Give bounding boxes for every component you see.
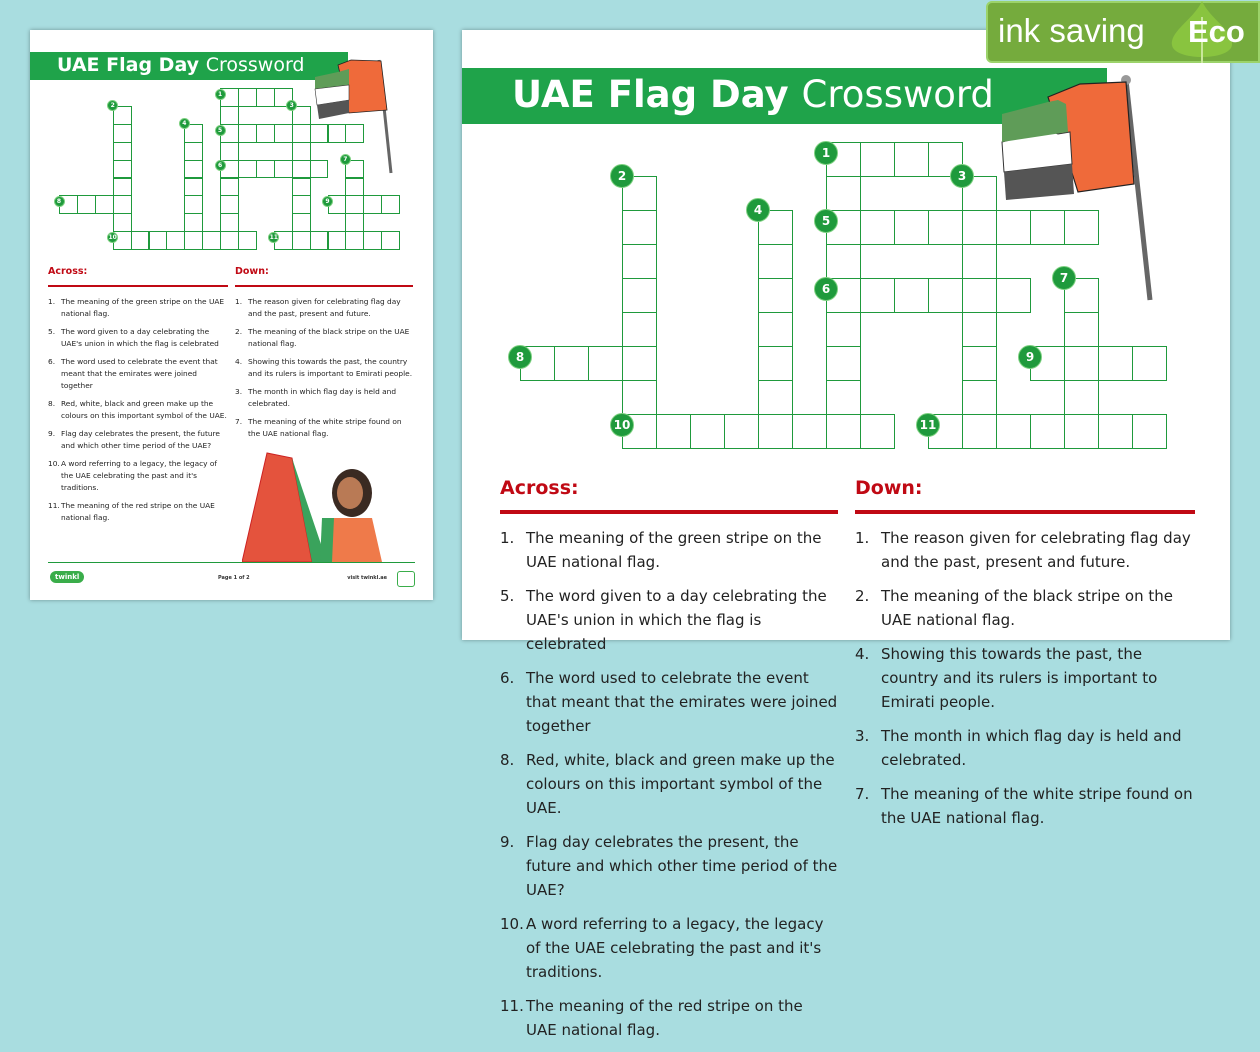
ink-saving-eco-badge bbox=[986, 1, 1260, 63]
crossword-cell[interactable] bbox=[894, 210, 929, 245]
down-clue bbox=[235, 356, 413, 380]
site-link: visit twinkl.ae bbox=[347, 575, 387, 581]
crossword-cell[interactable] bbox=[1098, 346, 1133, 381]
uae-flag-illustration bbox=[313, 55, 393, 175]
clue-number-badge: 4 bbox=[746, 198, 770, 222]
crossword-cell[interactable] bbox=[292, 142, 311, 161]
clue-number-badge: 5 bbox=[215, 125, 226, 136]
divider bbox=[500, 510, 838, 514]
down-clue bbox=[235, 296, 413, 320]
title-light: Crossword bbox=[801, 73, 994, 116]
crossword-cell[interactable] bbox=[758, 380, 793, 415]
clue-number: 3. bbox=[855, 727, 870, 745]
crossword-cell[interactable] bbox=[220, 142, 239, 161]
title-bold: UAE Flag Day bbox=[512, 73, 789, 116]
across-section bbox=[48, 266, 228, 530]
clue-number-badge: 2 bbox=[107, 100, 118, 111]
divider bbox=[855, 510, 1195, 514]
clue-number: 1. bbox=[855, 529, 870, 547]
clue-number: 5. bbox=[48, 327, 56, 336]
divider bbox=[48, 285, 228, 287]
crossword-cell[interactable] bbox=[345, 124, 364, 143]
across-clue bbox=[48, 500, 228, 524]
crossword-cell[interactable] bbox=[826, 244, 861, 279]
crossword-cell[interactable] bbox=[149, 231, 168, 250]
crossword-cell[interactable] bbox=[996, 210, 1031, 245]
clue-text: The meaning of the red stripe on the UAE national flag. bbox=[526, 997, 803, 1039]
crossword-cell[interactable] bbox=[996, 414, 1031, 449]
clue-number-badge: 6 bbox=[215, 160, 226, 171]
crossword-cell[interactable] bbox=[113, 213, 132, 232]
crossword-cell[interactable] bbox=[274, 160, 293, 179]
crossword-cell[interactable] bbox=[1132, 346, 1167, 381]
across-heading: Across: bbox=[48, 266, 88, 277]
crossword-cell[interactable] bbox=[826, 414, 861, 449]
crossword-cell[interactable] bbox=[622, 312, 657, 347]
down-clue bbox=[235, 386, 413, 410]
quality-badge-icon bbox=[397, 571, 415, 587]
clue-text: The month in which flag day is held and celebrated. bbox=[248, 387, 397, 408]
clue-number-badge: 3 bbox=[286, 100, 297, 111]
crossword-cell[interactable] bbox=[310, 231, 329, 250]
down-clue bbox=[855, 526, 1195, 574]
down-clue bbox=[235, 326, 413, 350]
crossword-cell[interactable] bbox=[724, 414, 759, 449]
across-clue bbox=[500, 994, 838, 1042]
crossword-cell[interactable] bbox=[184, 160, 203, 179]
crossword-cell[interactable] bbox=[131, 231, 150, 250]
clue-text: The reason given for celebrating flag day and the past, present and future. bbox=[248, 297, 401, 318]
crossword-cell[interactable] bbox=[310, 160, 329, 179]
down-clue bbox=[855, 584, 1195, 632]
clue-number: 6. bbox=[48, 357, 56, 366]
clue-text: A word referring to a legacy, the legacy of the UAE celebrating the past and it's traditions. bbox=[526, 915, 824, 981]
page-footer bbox=[48, 562, 415, 592]
crossword-cell[interactable] bbox=[292, 178, 311, 197]
clue-text: Showing this towards the past, the country and its rulers is important to Emirati people. bbox=[881, 645, 1158, 711]
crossword-cell[interactable] bbox=[363, 195, 382, 214]
crossword-cell[interactable] bbox=[1064, 312, 1099, 347]
crossword-cell[interactable] bbox=[622, 346, 657, 381]
crossword-cell[interactable] bbox=[962, 346, 997, 381]
clue-text: The word given to a day celebrating the UAE's union in which the flag is celebrated bbox=[526, 587, 827, 653]
clue-number: 8. bbox=[500, 751, 515, 769]
crossword-cell[interactable] bbox=[1030, 210, 1065, 245]
clue-number-badge: 11 bbox=[916, 413, 940, 437]
worksheet-preview-small bbox=[30, 30, 433, 600]
clue-text: A word referring to a legacy, the legacy of the UAE celebrating the past and it's traditions. bbox=[61, 459, 218, 492]
clue-number-badge: 11 bbox=[269, 233, 278, 241]
down-heading: Down: bbox=[235, 266, 269, 277]
crossword-cell[interactable] bbox=[928, 278, 963, 313]
down-clue bbox=[855, 724, 1195, 772]
crossword-cell[interactable] bbox=[292, 231, 311, 250]
crossword-cell[interactable] bbox=[1132, 414, 1167, 449]
crossword-cell[interactable] bbox=[184, 195, 203, 214]
crossword-cell[interactable] bbox=[256, 124, 275, 143]
title-bold: UAE Flag Day bbox=[57, 54, 200, 76]
crossword-cell[interactable] bbox=[860, 142, 895, 177]
crossword-cell[interactable] bbox=[328, 124, 347, 143]
crossword-cell[interactable] bbox=[860, 414, 895, 449]
clue-text: Flag day celebrates the present, the future and which other time period of the UAE? bbox=[61, 429, 220, 450]
crossword-cell[interactable] bbox=[113, 160, 132, 179]
clue-number-badge: 7 bbox=[340, 154, 351, 165]
across-heading: Across: bbox=[500, 477, 579, 499]
divider bbox=[235, 285, 413, 287]
crossword-cell[interactable] bbox=[345, 231, 364, 250]
crossword-cell[interactable] bbox=[826, 176, 861, 211]
clue-number-badge: 10 bbox=[108, 233, 117, 241]
clue-number: 8. bbox=[48, 399, 56, 408]
crossword-cell[interactable] bbox=[238, 231, 257, 250]
crossword-cell[interactable] bbox=[826, 312, 861, 347]
crossword-cell[interactable] bbox=[1064, 346, 1099, 381]
across-clue bbox=[500, 830, 838, 902]
crossword-cell[interactable] bbox=[220, 195, 239, 214]
crossword-cell[interactable] bbox=[184, 231, 203, 250]
crossword-cell[interactable] bbox=[113, 195, 132, 214]
clue-number-badge: 7 bbox=[1052, 266, 1076, 290]
crossword-cell[interactable] bbox=[292, 195, 311, 214]
clue-number: 1. bbox=[500, 529, 515, 547]
title-light: Crossword bbox=[205, 54, 305, 76]
uae-flag-illustration bbox=[1000, 72, 1160, 304]
clue-number: 11. bbox=[500, 997, 524, 1015]
across-clue bbox=[48, 326, 228, 350]
crossword-cell[interactable] bbox=[1064, 210, 1099, 245]
clue-number-badge: 9 bbox=[322, 196, 333, 207]
clue-number: 10. bbox=[48, 459, 60, 468]
crossword-cell[interactable] bbox=[202, 231, 221, 250]
crossword-cell[interactable] bbox=[1098, 414, 1133, 449]
clue-text: The meaning of the green stripe on the UAE national flag. bbox=[526, 529, 822, 571]
crossword-cell[interactable] bbox=[345, 195, 364, 214]
crossword-cell[interactable] bbox=[77, 195, 96, 214]
clue-number-badge: 1 bbox=[814, 141, 838, 165]
crossword-cell[interactable] bbox=[381, 231, 400, 250]
crossword-cell[interactable] bbox=[292, 160, 311, 179]
crossword-cell[interactable] bbox=[1030, 414, 1065, 449]
twinkl-logo: twinkl bbox=[50, 571, 84, 583]
crossword-cell[interactable] bbox=[758, 312, 793, 347]
across-clue bbox=[48, 296, 228, 320]
clue-number: 4. bbox=[235, 357, 243, 366]
crossword-cell[interactable] bbox=[962, 414, 997, 449]
crossword-cell[interactable] bbox=[962, 380, 997, 415]
crossword-cell[interactable] bbox=[345, 178, 364, 197]
crossword-cell[interactable] bbox=[328, 231, 347, 250]
clue-number-badge: 6 bbox=[814, 277, 838, 301]
crossword-cell[interactable] bbox=[962, 278, 997, 313]
clue-number: 6. bbox=[500, 669, 515, 687]
clue-text: The meaning of the white stripe found on the UAE national flag. bbox=[881, 785, 1193, 827]
clue-number: 7. bbox=[235, 417, 243, 426]
crossword-cell[interactable] bbox=[184, 178, 203, 197]
crossword-cell[interactable] bbox=[166, 231, 185, 250]
clue-number-badge: 8 bbox=[54, 196, 65, 207]
crossword-cell[interactable] bbox=[894, 278, 929, 313]
down-clue bbox=[855, 782, 1195, 830]
across-clue bbox=[48, 356, 228, 392]
crossword-cell[interactable] bbox=[310, 124, 329, 143]
crossword-cell[interactable] bbox=[622, 380, 657, 415]
clue-number: 1. bbox=[235, 297, 243, 306]
clue-number-badge: 4 bbox=[179, 118, 190, 129]
across-clue bbox=[500, 666, 838, 738]
across-clue bbox=[500, 748, 838, 820]
crossword-cell[interactable] bbox=[758, 414, 793, 449]
clue-number-badge: 1 bbox=[215, 89, 226, 100]
crossword-cell[interactable] bbox=[996, 278, 1031, 313]
clue-text: The meaning of the white stripe found on the UAE national flag. bbox=[248, 417, 402, 438]
crossword-cell[interactable] bbox=[274, 124, 293, 143]
clue-number: 5. bbox=[500, 587, 515, 605]
crossword-cell[interactable] bbox=[758, 346, 793, 381]
crossword-cell[interactable] bbox=[256, 160, 275, 179]
crossword-cell[interactable] bbox=[860, 210, 895, 245]
clue-number: 7. bbox=[855, 785, 870, 803]
crossword-cell[interactable] bbox=[622, 278, 657, 313]
crossword-cell[interactable] bbox=[792, 414, 827, 449]
clue-number: 2. bbox=[235, 327, 243, 336]
clue-number-badge: 2 bbox=[610, 164, 634, 188]
crossword-cell[interactable] bbox=[622, 244, 657, 279]
across-clue bbox=[500, 526, 838, 574]
crossword-cell[interactable] bbox=[238, 124, 257, 143]
crossword-cell[interactable] bbox=[758, 278, 793, 313]
across-section bbox=[500, 477, 838, 1052]
clue-number: 10. bbox=[500, 915, 524, 933]
crossword-cell[interactable] bbox=[554, 346, 589, 381]
page-number: Page 1 of 2 bbox=[218, 575, 250, 581]
down-clue bbox=[855, 642, 1195, 714]
crossword-cell[interactable] bbox=[184, 142, 203, 161]
crossword-cell[interactable] bbox=[220, 231, 239, 250]
crossword-cell[interactable] bbox=[113, 124, 132, 143]
crossword-cell[interactable] bbox=[113, 178, 132, 197]
crossword-cell[interactable] bbox=[588, 346, 623, 381]
clue-number: 2. bbox=[855, 587, 870, 605]
clue-number: 1. bbox=[48, 297, 56, 306]
clue-text: The word used to celebrate the event that meant that the emirates were joined together bbox=[526, 669, 838, 735]
crossword-cell[interactable] bbox=[238, 88, 257, 107]
clue-text: The reason given for celebrating flag day and the past, present and future. bbox=[881, 529, 1191, 571]
crossword-cell[interactable] bbox=[758, 244, 793, 279]
crossword-cell[interactable] bbox=[381, 195, 400, 214]
clue-text: The meaning of the green stripe on the UAE national flag. bbox=[61, 297, 225, 318]
crossword-cell[interactable] bbox=[1064, 414, 1099, 449]
clue-number: 3. bbox=[235, 387, 243, 396]
crossword-cell[interactable] bbox=[962, 312, 997, 347]
across-clue bbox=[48, 458, 228, 494]
crossword-cell[interactable] bbox=[256, 88, 275, 107]
clue-text: Flag day celebrates the present, the future and which other time period of the UAE? bbox=[526, 833, 838, 899]
crossword-cell[interactable] bbox=[292, 213, 311, 232]
clue-number-badge: 5 bbox=[814, 209, 838, 233]
crossword-cell[interactable] bbox=[220, 106, 239, 125]
clue-number: 9. bbox=[500, 833, 515, 851]
across-clue bbox=[48, 398, 228, 422]
crossword-cell[interactable] bbox=[928, 210, 963, 245]
crossword-cell[interactable] bbox=[690, 414, 725, 449]
crossword-cell[interactable] bbox=[292, 124, 311, 143]
title-banner bbox=[30, 52, 348, 80]
clue-text: Showing this towards the past, the country and its rulers is important to Emirati people. bbox=[248, 357, 413, 378]
down-section bbox=[855, 477, 1195, 840]
clue-text: Red, white, black and green make up the colours on this important symbol of the UAE. bbox=[61, 399, 227, 420]
down-section bbox=[235, 266, 413, 446]
crossword-cell[interactable] bbox=[962, 210, 997, 245]
crossword-cell[interactable] bbox=[238, 160, 257, 179]
crossword-cell[interactable] bbox=[363, 231, 382, 250]
crossword-cell[interactable] bbox=[656, 414, 691, 449]
crossword-cell[interactable] bbox=[860, 278, 895, 313]
crossword-cell[interactable] bbox=[622, 210, 657, 245]
clue-text: The word given to a day celebrating the UAE's union in which the flag is celebrated bbox=[61, 327, 219, 348]
crossword-cell[interactable] bbox=[962, 244, 997, 279]
down-clue bbox=[235, 416, 413, 440]
clue-text: The word used to celebrate the event that meant that the emirates were joined together bbox=[61, 357, 218, 390]
crossword-cell[interactable] bbox=[113, 142, 132, 161]
crossword-cell[interactable] bbox=[1064, 380, 1099, 415]
clue-number: 4. bbox=[855, 645, 870, 663]
eco-label: Eco bbox=[1188, 14, 1245, 49]
clue-text: The month in which flag day is held and celebrated. bbox=[881, 727, 1182, 769]
girl-with-flag-illustration bbox=[242, 448, 392, 562]
down-heading: Down: bbox=[855, 477, 923, 499]
clue-text: The meaning of the black stripe on the UAE national flag. bbox=[248, 327, 410, 348]
crossword-cell[interactable] bbox=[184, 213, 203, 232]
clue-number-badge: 3 bbox=[950, 164, 974, 188]
across-clue bbox=[500, 584, 838, 656]
clue-number-badge: 10 bbox=[610, 413, 634, 437]
crossword-cell[interactable] bbox=[894, 142, 929, 177]
clue-number: 9. bbox=[48, 429, 56, 438]
crossword-cell[interactable] bbox=[220, 178, 239, 197]
clue-number-badge: 9 bbox=[1018, 345, 1042, 369]
across-clue bbox=[500, 912, 838, 984]
clue-text: The meaning of the red stripe on the UAE national flag. bbox=[61, 501, 215, 522]
across-clue bbox=[48, 428, 228, 452]
ink-saving-label: ink saving bbox=[998, 12, 1145, 49]
clue-text: Red, white, black and green make up the colours on this important symbol of the UAE. bbox=[526, 751, 835, 817]
crossword-cell[interactable] bbox=[95, 195, 114, 214]
clue-text: The meaning of the black stripe on the UAE national flag. bbox=[881, 587, 1173, 629]
crossword-cell[interactable] bbox=[220, 213, 239, 232]
worksheet-preview-large bbox=[462, 30, 1230, 1039]
crossword-cell[interactable] bbox=[826, 346, 861, 381]
clue-number-badge: 8 bbox=[508, 345, 532, 369]
clue-number: 11. bbox=[48, 501, 60, 510]
crossword-cell[interactable] bbox=[826, 380, 861, 415]
crossword-cell[interactable] bbox=[345, 213, 364, 232]
